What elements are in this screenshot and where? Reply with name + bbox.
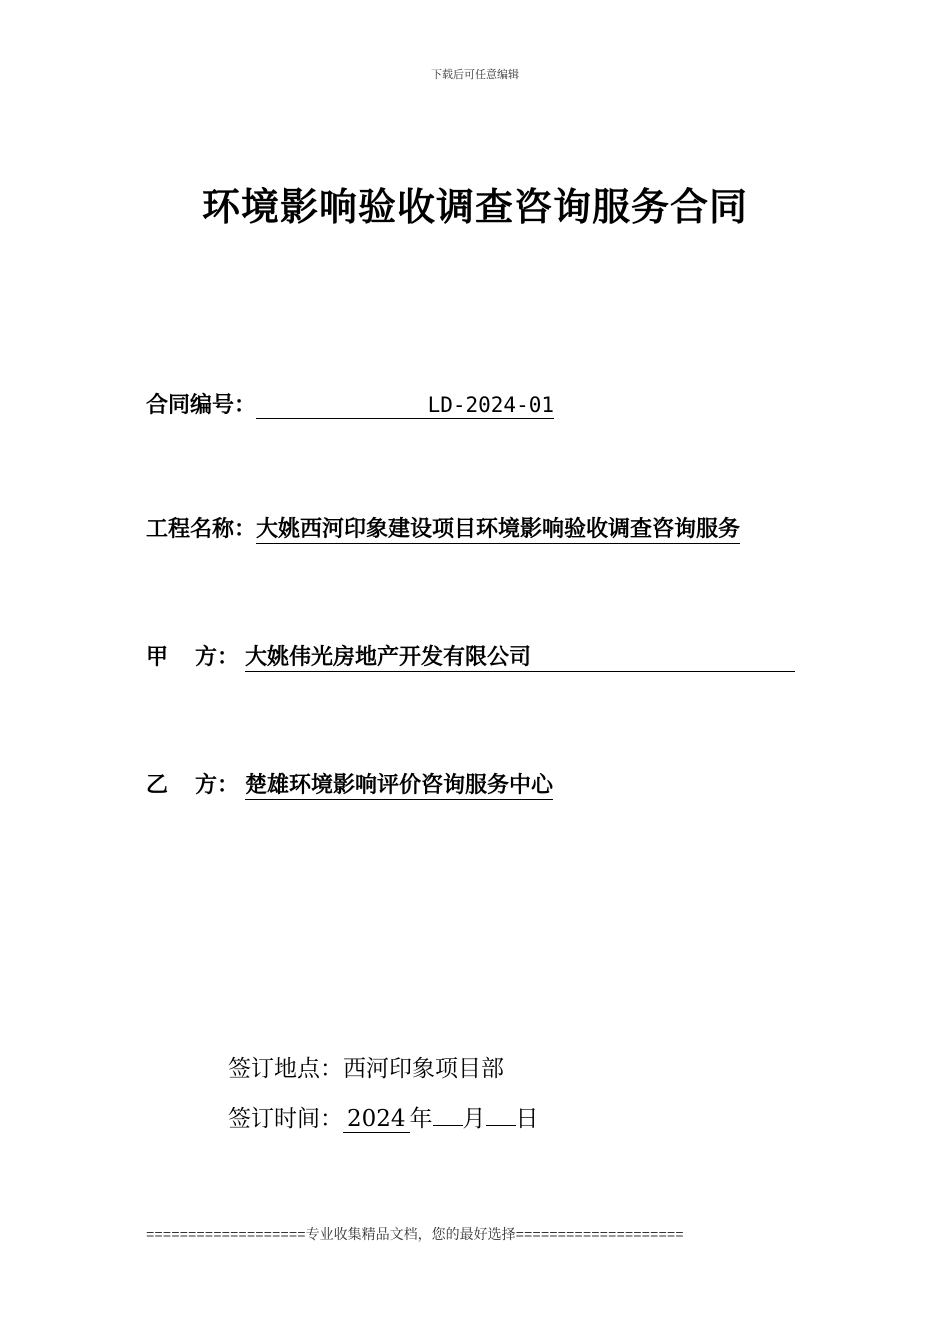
- sign-place-label: 签订地点：: [228, 1056, 343, 1082]
- project-name-row: [146, 512, 740, 544]
- contract-number-label: 合同编号：: [146, 392, 257, 418]
- year-unit: 年: [409, 1106, 433, 1132]
- party-a-label: 甲 方：: [146, 644, 240, 670]
- sign-time-row: [228, 1100, 539, 1133]
- sign-place-row: [228, 1050, 504, 1083]
- sign-place-value: 西河印象项目部: [343, 1056, 504, 1082]
- contract-number-value: LD-2024-01: [256, 393, 554, 419]
- contract-number-row: [146, 388, 554, 419]
- month-unit: 月: [462, 1106, 486, 1132]
- day-unit: 日: [515, 1106, 539, 1132]
- sign-year: 2024: [343, 1106, 410, 1133]
- month-blank: [433, 1103, 463, 1126]
- party-b-value: 楚雄环境影响评价咨询服务中心: [245, 773, 553, 800]
- party-a-row: [146, 640, 795, 672]
- party-b-row: [146, 768, 553, 800]
- header-note: 下载后可任意编辑: [431, 68, 519, 81]
- day-blank: [486, 1103, 516, 1126]
- party-b-label: 乙 方：: [146, 772, 240, 798]
- project-name-label: 工程名称：: [146, 516, 257, 542]
- project-name-value: 大姚西河印象建设项目环境影响验收调查咨询服务: [256, 517, 740, 544]
- sign-time-label: 签订时间：: [228, 1106, 343, 1132]
- document-title: 环境影响验收调查咨询服务合同: [201, 184, 748, 229]
- footer-banner: ===================专业收集精品文档，您的最好选择====================: [146, 1228, 684, 1244]
- party-a-value: 大姚伟光房地产开发有限公司: [245, 645, 795, 672]
